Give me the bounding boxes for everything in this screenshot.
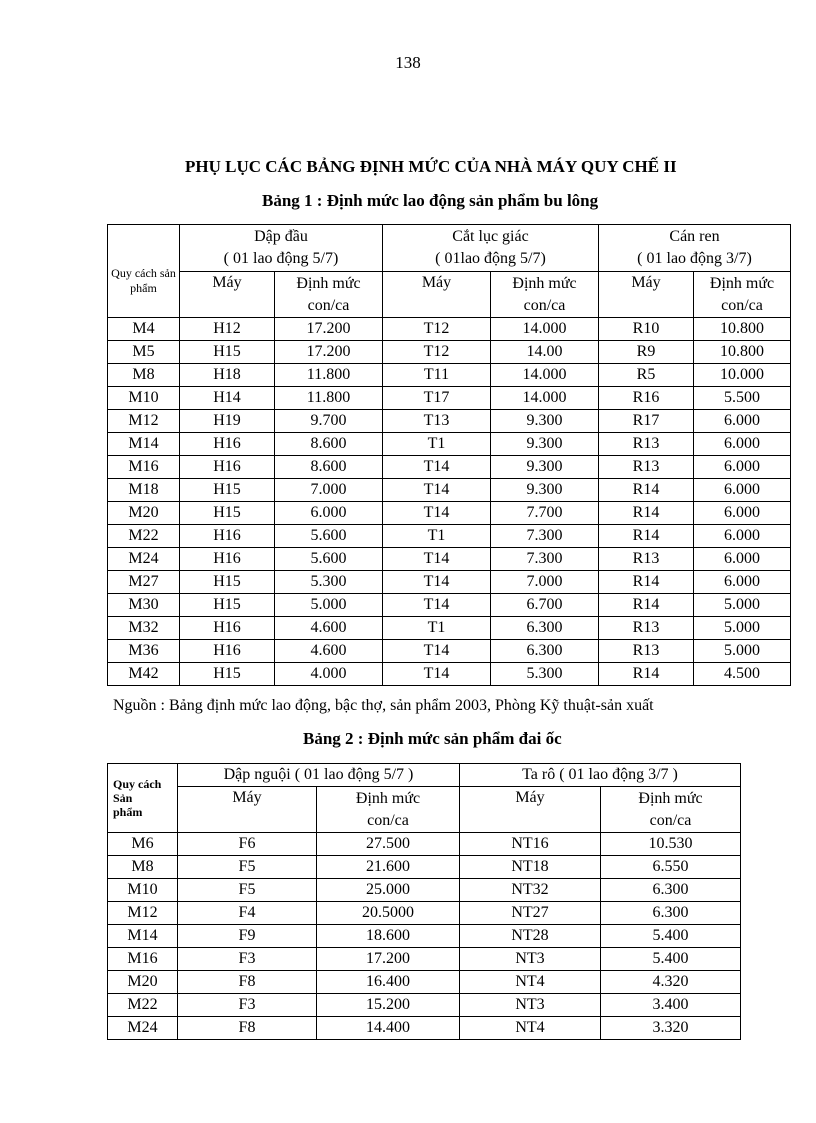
table-row	[108, 318, 791, 341]
row-header-line: Quy cách	[113, 777, 162, 791]
table-cell: T14	[383, 640, 491, 663]
table-row	[108, 571, 791, 594]
table-row	[108, 994, 741, 1017]
table-cell: 10.800	[694, 318, 791, 341]
table-cell: 5.600	[275, 525, 383, 548]
table-cell: 6.000	[694, 433, 791, 456]
spec-cell: M16	[108, 948, 178, 971]
spec-cell: M14	[108, 925, 178, 948]
sub-header-machine: Máy	[599, 272, 694, 318]
table-cell: 7.300	[491, 548, 599, 571]
table-cell: 9.300	[491, 410, 599, 433]
table-cell: T1	[383, 617, 491, 640]
norm-unit: con/ca	[367, 811, 409, 829]
table-cell: 5.000	[275, 594, 383, 617]
spec-cell: M22	[108, 525, 180, 548]
table-cell: 6.300	[601, 902, 741, 925]
table-cell: 14.400	[317, 1017, 460, 1040]
table-row	[108, 548, 791, 571]
table-cell: 5.400	[601, 925, 741, 948]
spec-cell: M24	[108, 1017, 178, 1040]
group-header-cell	[180, 225, 383, 272]
table-cell: 4.500	[694, 663, 791, 686]
table-cell: R13	[599, 548, 694, 571]
group-header-cell	[383, 225, 599, 272]
table-cell: T14	[383, 502, 491, 525]
group-workers: ( 01 lao động 3/7)	[637, 250, 752, 267]
table-cell: R5	[599, 364, 694, 387]
table-cell: 6.550	[601, 856, 741, 879]
table-cell: H16	[180, 433, 275, 456]
table-cell: 5.300	[275, 571, 383, 594]
table-cell: 5.000	[694, 617, 791, 640]
norm-unit: con/ca	[649, 811, 692, 829]
table-cell: R14	[599, 525, 694, 548]
table-cell: NT4	[460, 971, 601, 994]
sub-header-norm	[491, 272, 599, 318]
table-cell: 10.000	[694, 364, 791, 387]
table-cell: F6	[178, 833, 317, 856]
table-cell: 16.400	[317, 971, 460, 994]
table2-caption: Bảng 2 : Định mức sản phẩm đai ốc	[303, 729, 562, 748]
table-cell: 5.000	[694, 640, 791, 663]
norm-label: Định mức	[512, 274, 577, 292]
table-row	[108, 364, 791, 387]
group-workers: ( 01 lao động 5/7)	[223, 250, 339, 267]
table-cell: T17	[383, 387, 491, 410]
table-cell: 9.300	[491, 456, 599, 479]
table-row	[108, 948, 741, 971]
spec-cell: M16	[108, 456, 180, 479]
table-row	[108, 594, 791, 617]
table-cell: 14.000	[491, 364, 599, 387]
table-cell: T14	[383, 571, 491, 594]
spec-cell: M30	[108, 594, 180, 617]
table-cell: 4.320	[601, 971, 741, 994]
table-cell: T14	[383, 548, 491, 571]
table-cell: 25.000	[317, 879, 460, 902]
table-cell: NT3	[460, 994, 601, 1017]
table-cell: T12	[383, 341, 491, 364]
table-cell: 6.300	[491, 640, 599, 663]
table-cell: 6.000	[694, 479, 791, 502]
spec-cell: M8	[108, 856, 178, 879]
table-cell: R9	[599, 341, 694, 364]
table-cell: H12	[180, 318, 275, 341]
bolt-labor-norm-table	[107, 224, 791, 686]
spec-cell: M18	[108, 479, 180, 502]
table-cell: F5	[178, 856, 317, 879]
group-header-cell: Ta rô ( 01 lao động 3/7 )	[460, 764, 741, 787]
table-cell: H15	[180, 571, 275, 594]
spec-cell: M14	[108, 433, 180, 456]
row-header-cell: Quy cách sản phẩm	[108, 225, 180, 318]
spec-cell: M5	[108, 341, 180, 364]
table-row	[108, 833, 741, 856]
table-cell: 6.700	[491, 594, 599, 617]
table-cell: 6.000	[694, 571, 791, 594]
group-name: Cắt lục giác	[452, 228, 529, 245]
table-cell: H15	[180, 663, 275, 686]
row-header-line: Sản	[113, 791, 133, 805]
spec-cell: M10	[108, 879, 178, 902]
table-cell: R10	[599, 318, 694, 341]
table-cell: 27.500	[317, 833, 460, 856]
table-cell: T1	[383, 525, 491, 548]
table-cell: R14	[599, 594, 694, 617]
table-cell: 5.500	[694, 387, 791, 410]
sub-header-norm	[694, 272, 791, 318]
table-cell: 15.200	[317, 994, 460, 1017]
table-row	[108, 617, 791, 640]
table-cell: 17.200	[275, 341, 383, 364]
norm-unit: con/ca	[307, 296, 350, 314]
table-cell: 5.000	[694, 594, 791, 617]
table-cell: R13	[599, 640, 694, 663]
table-cell: R13	[599, 617, 694, 640]
table-cell: NT4	[460, 1017, 601, 1040]
table-cell: T12	[383, 318, 491, 341]
table-cell: 17.200	[317, 948, 460, 971]
table-cell: 20.5000	[317, 902, 460, 925]
table-cell: F3	[178, 994, 317, 1017]
group-name: Cán ren	[669, 228, 720, 245]
table-cell: T11	[383, 364, 491, 387]
table-cell: H16	[180, 525, 275, 548]
table-row	[108, 925, 741, 948]
table-cell: 11.800	[275, 387, 383, 410]
table-cell: R14	[599, 502, 694, 525]
table-cell: 6.000	[694, 502, 791, 525]
table-cell: 21.600	[317, 856, 460, 879]
table-cell: NT28	[460, 925, 601, 948]
table-cell: 6.000	[694, 548, 791, 571]
spec-cell: M27	[108, 571, 180, 594]
spec-cell: M8	[108, 364, 180, 387]
table-cell: H15	[180, 479, 275, 502]
table-cell: F8	[178, 971, 317, 994]
sub-header-machine: Máy	[178, 787, 317, 833]
table-cell: 14.000	[491, 318, 599, 341]
sub-header-machine: Máy	[460, 787, 601, 833]
table-row	[108, 663, 791, 686]
table-cell: R17	[599, 410, 694, 433]
table-cell: 7.000	[491, 571, 599, 594]
table-cell: NT16	[460, 833, 601, 856]
table-cell: T1	[383, 433, 491, 456]
table-cell: R16	[599, 387, 694, 410]
table-cell: 6.000	[694, 456, 791, 479]
table-cell: 7.000	[275, 479, 383, 502]
table-cell: 4.600	[275, 640, 383, 663]
table-cell: H16	[180, 640, 275, 663]
nut-product-norm-table	[107, 763, 741, 1040]
group-workers: ( 01lao động 5/7)	[435, 250, 546, 267]
table-cell: F8	[178, 1017, 317, 1040]
table-row	[108, 502, 791, 525]
table-cell: H15	[180, 594, 275, 617]
table-cell: 6.300	[491, 617, 599, 640]
table-cell: 7.700	[491, 502, 599, 525]
table-cell: F4	[178, 902, 317, 925]
table-cell: 17.200	[275, 318, 383, 341]
sub-header-norm	[317, 787, 460, 833]
table-cell: 5.400	[601, 948, 741, 971]
table-row	[108, 640, 791, 663]
table-row	[108, 387, 791, 410]
table-cell: 11.800	[275, 364, 383, 387]
group-header-cell	[599, 225, 791, 272]
group-header-cell: Dập nguội ( 01 lao động 5/7 )	[178, 764, 460, 787]
table-cell: 10.530	[601, 833, 741, 856]
table-cell: F9	[178, 925, 317, 948]
table-cell: T14	[383, 663, 491, 686]
table-row	[108, 971, 741, 994]
table-cell: 8.600	[275, 433, 383, 456]
table-cell: 6.000	[275, 502, 383, 525]
table-cell: 6.000	[694, 525, 791, 548]
table-cell: T14	[383, 479, 491, 502]
spec-cell: M20	[108, 971, 178, 994]
table-cell: 7.300	[491, 525, 599, 548]
table-cell: H16	[180, 456, 275, 479]
table-cell: 9.700	[275, 410, 383, 433]
table-cell: R13	[599, 433, 694, 456]
row-header-cell	[108, 764, 178, 833]
table-cell: 4.000	[275, 663, 383, 686]
table-cell: 3.320	[601, 1017, 741, 1040]
table-cell: H18	[180, 364, 275, 387]
table-cell: F3	[178, 948, 317, 971]
table-cell: 3.400	[601, 994, 741, 1017]
table-row	[108, 433, 791, 456]
table-cell: 9.300	[491, 433, 599, 456]
table-cell: H16	[180, 548, 275, 571]
table-cell: H15	[180, 341, 275, 364]
row-header-line: phẩm	[113, 805, 143, 819]
table-cell: 5.300	[491, 663, 599, 686]
table-cell: F5	[178, 879, 317, 902]
sub-header-machine: Máy	[180, 272, 275, 318]
table-cell: 18.600	[317, 925, 460, 948]
table-cell: 14.000	[491, 387, 599, 410]
table-row	[108, 525, 791, 548]
table-row	[108, 410, 791, 433]
table-cell: T14	[383, 594, 491, 617]
table-row	[108, 879, 741, 902]
norm-unit: con/ca	[721, 296, 763, 314]
table-cell: 14.00	[491, 341, 599, 364]
spec-cell: M4	[108, 318, 180, 341]
spec-cell: M6	[108, 833, 178, 856]
table-cell: R14	[599, 479, 694, 502]
spec-cell: M12	[108, 410, 180, 433]
spec-cell: M12	[108, 902, 178, 925]
table-cell: NT27	[460, 902, 601, 925]
table-cell: R14	[599, 571, 694, 594]
spec-cell: M20	[108, 502, 180, 525]
table-cell: R13	[599, 456, 694, 479]
table-cell: H16	[180, 617, 275, 640]
table-row	[108, 341, 791, 364]
table-row	[108, 902, 741, 925]
spec-cell: M36	[108, 640, 180, 663]
norm-unit: con/ca	[523, 296, 566, 314]
spec-cell: M24	[108, 548, 180, 571]
source-note: Nguồn : Bảng định mức lao động, bậc thợ, sản phẩm 2003, Phòng Kỹ thuật-sản xuất	[113, 697, 654, 714]
norm-label: Định mức	[709, 274, 775, 292]
table-cell: NT32	[460, 879, 601, 902]
table-cell: 8.600	[275, 456, 383, 479]
norm-label: Định mức	[296, 274, 361, 292]
table-cell: T13	[383, 410, 491, 433]
sub-header-norm	[275, 272, 383, 318]
table-cell: H15	[180, 502, 275, 525]
table1-caption: Bảng 1 : Định mức lao động sản phẩm bu lông	[262, 191, 599, 210]
table-cell: 4.600	[275, 617, 383, 640]
spec-cell: M32	[108, 617, 180, 640]
table-cell: T14	[383, 456, 491, 479]
table-cell: NT18	[460, 856, 601, 879]
page-number: 138	[395, 53, 421, 72]
sub-header-norm	[601, 787, 741, 833]
table-row	[108, 456, 791, 479]
table-cell: 6.300	[601, 879, 741, 902]
table-cell: R14	[599, 663, 694, 686]
table-cell: H19	[180, 410, 275, 433]
table-cell: 10.800	[694, 341, 791, 364]
table-row	[108, 1017, 741, 1040]
sub-header-machine: Máy	[383, 272, 491, 318]
table-row	[108, 479, 791, 502]
table-cell: NT3	[460, 948, 601, 971]
table-cell: H14	[180, 387, 275, 410]
spec-cell: M10	[108, 387, 180, 410]
norm-label: Định mức	[355, 789, 421, 807]
appendix-title: PHỤ LỤC CÁC BẢNG ĐỊNH MỨC CỦA NHÀ MÁY QUY CHẾ II	[185, 157, 677, 176]
group-name: Dập đầu	[254, 228, 308, 245]
spec-cell: M42	[108, 663, 180, 686]
table-row	[108, 856, 741, 879]
table-cell: 6.000	[694, 410, 791, 433]
norm-label: Định mức	[638, 789, 703, 807]
spec-cell: M22	[108, 994, 178, 1017]
table-cell: 9.300	[491, 479, 599, 502]
table-cell: 5.600	[275, 548, 383, 571]
